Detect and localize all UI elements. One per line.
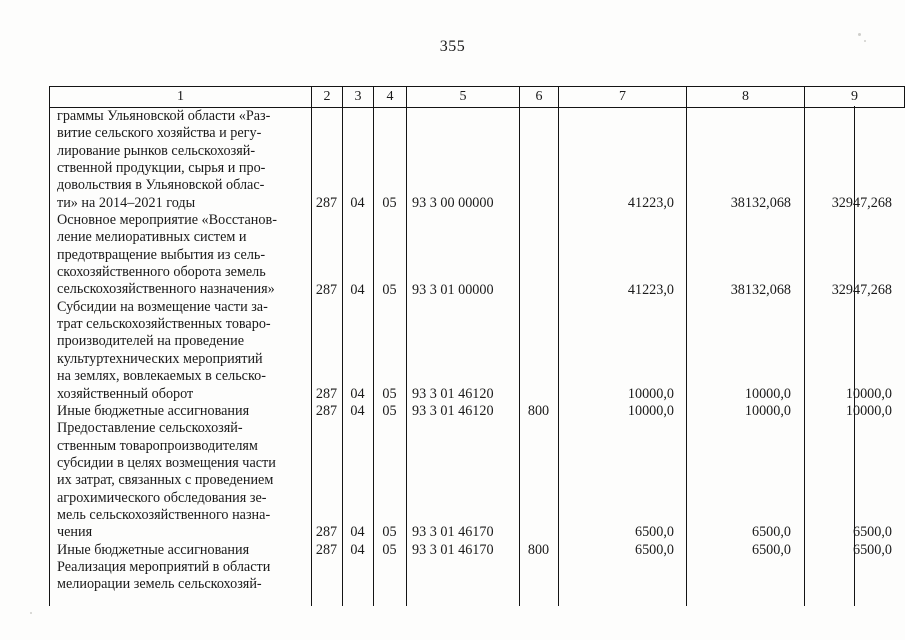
description-line: хозяйственный оборот bbox=[57, 385, 194, 402]
cell-col6 bbox=[519, 282, 558, 299]
scan-speck bbox=[858, 33, 861, 36]
description-line: производителей на проведение bbox=[57, 333, 245, 350]
cell-col9: 10000,0 bbox=[845, 385, 892, 402]
description-line: Основное мероприятие «Восстанов- bbox=[57, 212, 277, 229]
cell-col3: 04 bbox=[350, 402, 365, 419]
table-row bbox=[311, 402, 892, 420]
cell-col6 bbox=[519, 386, 558, 403]
table-row bbox=[311, 194, 892, 212]
description-line: ти» на 2014–2021 годы bbox=[57, 194, 196, 211]
description-line: скохозяйственного оборота земель bbox=[57, 264, 266, 281]
description-line: культуртехнических мероприятий bbox=[57, 350, 263, 367]
cell-col8: 38132,068 bbox=[730, 194, 791, 211]
cell-col6 bbox=[519, 195, 558, 212]
column-header-9: 9 bbox=[805, 87, 905, 108]
column-header-6: 6 bbox=[520, 87, 559, 108]
budget-table-body bbox=[49, 106, 892, 606]
description-line: на землях, вовлекаемых в сельско- bbox=[57, 368, 266, 385]
description-line: их затрат, связанных с проведением bbox=[57, 472, 274, 489]
cell-col8: 38132,068 bbox=[730, 281, 791, 298]
cell-col3: 04 bbox=[350, 385, 365, 402]
cell-col3: 04 bbox=[350, 524, 365, 541]
description-line: довольствия в Ульяновской облас- bbox=[57, 177, 265, 194]
cell-col2: 287 bbox=[315, 281, 338, 298]
cell-col8: 6500,0 bbox=[751, 541, 791, 558]
cell-col5: 93 3 01 46120 bbox=[412, 385, 494, 402]
cell-col4: 05 bbox=[382, 402, 397, 419]
scan-speck bbox=[30, 612, 32, 614]
description-line: ственным товаропроизводителям bbox=[57, 437, 258, 454]
table-row bbox=[311, 541, 892, 559]
cell-col5: 93 3 00 00000 bbox=[412, 194, 494, 211]
column-header-8: 8 bbox=[687, 87, 805, 108]
table-row bbox=[311, 385, 892, 403]
column-header-2: 2 bbox=[312, 87, 343, 108]
description-line: субсидии в целях возмещения части bbox=[57, 454, 276, 471]
cell-col9: 32947,268 bbox=[831, 194, 892, 211]
table-row bbox=[311, 281, 892, 299]
cell-col2: 287 bbox=[315, 524, 338, 541]
cell-col2: 287 bbox=[315, 541, 338, 558]
description-line: Иные бюджетные ассигнования bbox=[57, 402, 250, 419]
cell-col5: 93 3 01 46170 bbox=[412, 541, 494, 558]
cell-col8: 10000,0 bbox=[744, 385, 791, 402]
description-line: трат сельскохозяйственных товаро- bbox=[57, 316, 271, 333]
cell-col5: 93 3 01 46120 bbox=[412, 402, 494, 419]
description-line: предотвращение выбытия из сель- bbox=[57, 246, 266, 263]
cell-col2: 287 bbox=[315, 385, 338, 402]
cell-col9: 10000,0 bbox=[845, 402, 892, 419]
cell-col6: 800 bbox=[527, 402, 550, 419]
cell-col9: 32947,268 bbox=[831, 281, 892, 298]
column-header-7: 7 bbox=[559, 87, 687, 108]
cell-col7: 10000,0 bbox=[627, 385, 674, 402]
cell-col3: 04 bbox=[350, 194, 365, 211]
description-column bbox=[49, 106, 311, 594]
description-line: агрохимического обследования зе- bbox=[57, 489, 267, 506]
cell-col4: 05 bbox=[382, 194, 397, 211]
cell-col4: 05 bbox=[382, 281, 397, 298]
column-header-5: 5 bbox=[407, 87, 520, 108]
cell-col5: 93 3 01 46170 bbox=[412, 524, 494, 541]
cell-col7: 6500,0 bbox=[634, 541, 674, 558]
description-line: витие сельского хозяйства и регу- bbox=[57, 125, 262, 142]
description-line: Иные бюджетные ассигнования bbox=[57, 541, 250, 558]
page-number: 355 bbox=[439, 38, 466, 55]
cell-col8: 10000,0 bbox=[744, 402, 791, 419]
description-line: Предоставление сельскохозяй- bbox=[57, 420, 243, 437]
cell-col3: 04 bbox=[350, 541, 365, 558]
description-line: Субсидии на возмещение части за- bbox=[57, 298, 268, 315]
column-header-1: 1 bbox=[50, 87, 312, 108]
description-line: ление мелиоративных систем и bbox=[57, 229, 247, 246]
cell-col9: 6500,0 bbox=[852, 541, 892, 558]
cell-col2: 287 bbox=[315, 402, 338, 419]
cell-col7: 41223,0 bbox=[627, 194, 674, 211]
cell-col6 bbox=[519, 524, 558, 541]
description-line: ственной продукции, сырья и про- bbox=[57, 160, 266, 177]
cell-col7: 10000,0 bbox=[627, 402, 674, 419]
cell-col4: 05 bbox=[382, 524, 397, 541]
cell-col3: 04 bbox=[350, 281, 365, 298]
table-row bbox=[311, 524, 892, 541]
cell-col7: 6500,0 bbox=[634, 524, 674, 541]
column-header-3: 3 bbox=[343, 87, 374, 108]
cell-col7: 41223,0 bbox=[627, 281, 674, 298]
description-line: лирование рынков сельскохозяй- bbox=[57, 142, 256, 159]
cell-col2: 287 bbox=[315, 194, 338, 211]
description-line: мель сельскохозяйственного назна- bbox=[57, 506, 271, 523]
description-line: чения bbox=[57, 524, 93, 541]
table-header-row bbox=[50, 87, 905, 108]
budget-table-header bbox=[49, 86, 905, 108]
cell-col9: 6500,0 bbox=[852, 524, 892, 541]
description-line: граммы Ульяновской области «Раз- bbox=[57, 108, 271, 124]
cell-col8: 6500,0 bbox=[751, 524, 791, 541]
description-line: Реализация мероприятий в области bbox=[57, 558, 271, 575]
description-line: мелиорации земель сельскохозяй- bbox=[57, 576, 262, 593]
cell-col4: 05 bbox=[382, 541, 397, 558]
column-header-4: 4 bbox=[374, 87, 407, 108]
description-line: сельскохозяйственного назначения» bbox=[57, 281, 275, 298]
cell-col4: 05 bbox=[382, 385, 397, 402]
cell-col5: 93 3 01 00000 bbox=[412, 281, 494, 298]
cell-col6: 800 bbox=[527, 541, 550, 558]
